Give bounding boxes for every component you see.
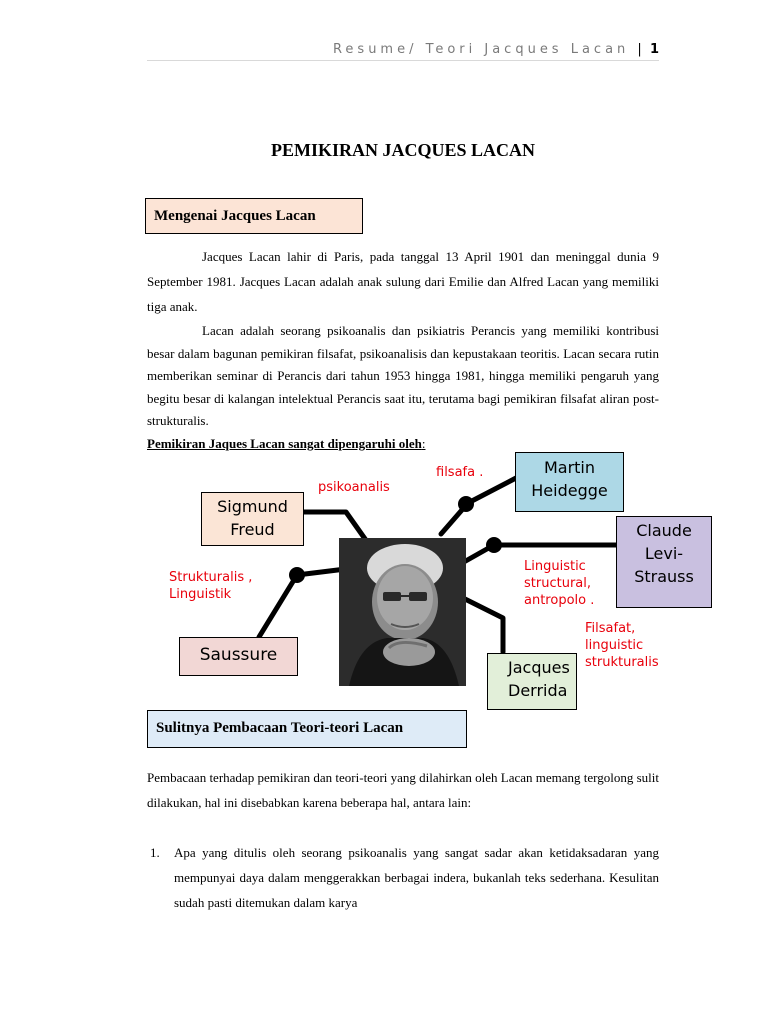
difficulty-list (147, 840, 659, 915)
list-item-number: 1. (150, 845, 160, 860)
node-jacques-derrida: Jacques Derrida (487, 653, 577, 710)
label-filsafat-linguistic: Filsafat, linguistic strukturalis (585, 621, 659, 670)
label-filsafat: filsafa . (436, 465, 484, 480)
section-heading-difficulty: Sulitnya Pembacaan Teori-teori Lacan (147, 710, 467, 748)
influence-heading-text: Pemikiran Jaques Lacan sangat dipengaruhi oleh (147, 436, 422, 451)
paragraph-biography: Jacques Lacan lahir di Paris, pada tanggal 13 April 1901 dan meninggal dunia 9 September 1981. Jacques Lacan adalah anak sulung dari Emilie dan Alfred Lacan yang memiliki tiga anak. (147, 249, 659, 314)
paragraph-contribution: Lacan adalah seorang psikoanalis dan psikiatris Perancis yang memiliki kontribusi besar dalam bagunan pemikiran filsafat, psikoanalisis dan kepustakaan teoritis. Lacan secara rutin memberikan seminar di Perancis dari tahun 1953 hingga 1981, hingga memiliki pengaruh yang begitu besar di kalangan intelektual Perancis saat itu, terutama bagi pemikiran filsafat aliran post-strukturalis. (147, 323, 659, 428)
lacan-portrait-image (339, 538, 466, 686)
list-item-text: Apa yang ditulis oleh seorang psikoanalis yang sangat sadar akan ketidaksadaran yang mempunyai daya dalam menggerakkan berbagai indera, bukanlah teks sederhana. Kesulitan sudah pasti ditemukan dalam karya (174, 845, 659, 910)
node-sigmund-freud: Sigmund Freud (201, 492, 304, 546)
section-heading-about-lacan: Mengenai Jacques Lacan (145, 198, 363, 234)
label-psikoanalis: psikoanalis (318, 480, 390, 495)
document-title: PEMIKIRAN JACQUES LACAN (270, 140, 535, 160)
label-linguistic-structural: Linguistic structural, antropolo . (524, 559, 595, 608)
node-martin-heidegger: Martin Heidegge (515, 452, 624, 512)
header-separator: | (637, 42, 642, 57)
connector-dot-saussure (289, 567, 305, 583)
label-strukturalis-linguistik: Strukturalis , Linguistik (169, 570, 253, 602)
connector-dot-levi-strauss (486, 537, 502, 553)
paragraph-difficulty: Pembacaan terhadap pemikiran dan teori-teori yang dilahirkan oleh Lacan memang tergolong sulit dilakukan, hal ini disebabkan karena beberapa hal, antara lain: (147, 770, 659, 810)
connector-heidegger (441, 478, 516, 534)
list-item (147, 840, 659, 915)
node-saussure: Saussure (179, 637, 298, 676)
page-number: 1 (649, 42, 659, 57)
influence-heading-colon: : (421, 436, 426, 451)
node-claude-levi-strauss: Claude Levi-Strauss (616, 516, 712, 608)
connector-dot-heidegger (458, 496, 474, 512)
header-text: Resume/ Teori Jacques Lacan (332, 42, 630, 57)
